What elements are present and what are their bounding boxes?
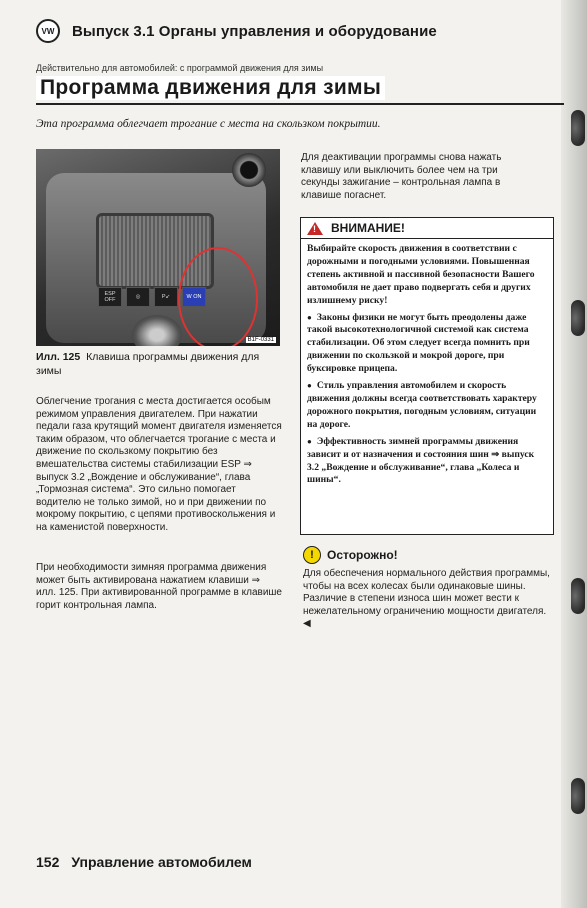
figure-code: B1F-0331 <box>247 337 274 343</box>
parking-sensor-button: ◎ <box>126 287 150 307</box>
figure-photo <box>36 149 280 346</box>
binder-hole <box>571 300 585 336</box>
park-assist-button: P↙ <box>154 287 178 307</box>
warning-body <box>301 239 553 495</box>
binder-hole <box>571 110 585 146</box>
binder-hole <box>571 578 585 614</box>
right-paragraph-1: Для деактивации программы снова нажать клавишу или выключить более чем на три секунды зажигание – контрольная лампа в клавише погаснет. <box>301 152 502 201</box>
caption-number: Илл. 125 <box>36 351 81 363</box>
warning-title: ВНИМАНИЕ! <box>331 221 405 235</box>
esp-off-button: ESP OFF <box>98 287 122 307</box>
caution-title: Осторожно! <box>327 548 398 562</box>
footer-section: Управление автомобилем <box>71 854 252 870</box>
binding-spine <box>561 0 587 908</box>
binder-hole <box>571 778 585 814</box>
red-circle-annotation <box>178 247 258 346</box>
scope-note: Действительно для автомобилей: с программой движения для зимы <box>36 63 324 73</box>
page-number: 152 <box>36 854 60 870</box>
caption-text: Клавиша программы движения для зимы <box>36 351 260 377</box>
vw-logo-icon: VW <box>36 19 60 43</box>
winter-program-button: W ON <box>182 287 206 307</box>
figure-caption <box>36 350 280 378</box>
title-rule <box>36 103 564 105</box>
chapter-title: Выпуск 3.1 Органы управления и оборудование <box>72 22 437 40</box>
section-title: Программа движения для зимы <box>36 76 385 100</box>
caution-header <box>303 546 398 564</box>
warning-bullet: ● Законы физики не могут быть преодолены даже такой высокотехнологичной системой как система стабилизации. Об этом следует всегда помнить при движении по скользкой и мокрой дороге, при буксировке прицепа. <box>307 312 547 377</box>
page-footer <box>36 854 252 870</box>
section-subtitle: Эта программа облегчает трогание с места на скользком покрытии. <box>36 118 381 130</box>
warning-bullet: ● Эффективность зимней программы движения зависит и от назначения и состояния шин ⇒ выпуск 3.2 „Вождение и обслуживание“, глава „Колеса и шины“. <box>307 436 547 488</box>
warning-intro: Выбирайте скорость движения в соответствии с дорожными и погодными условиями. Повышенная степень активной и пассивной безопасности Вашего автомобиля не дает право подвергать себя и других излишнему риску! <box>307 243 535 306</box>
warning-box <box>300 217 554 535</box>
caution-exclamation-icon: ! <box>303 546 321 564</box>
warning-triangle-icon: ! <box>307 222 323 235</box>
left-paragraph-1: Облегчение трогания с места достигается особым режимом управления двигателем. При нажатии педали газа крутящий момент двигателя изменяется таким образом, что облегчается трогание с места и движение по скользкому покрытию без вмешательства системы стабилизации ESP ⇒ выпуск 3.2 „Вождение и обслуживание“, глава „Тормозная система“. Это сильно помогает водителю не только зимой, но и при движении по мокрому покрытию, с цепями противоскольжения и на каменистой поверхности. <box>36 396 282 533</box>
left-paragraph-2: При необходимости зимняя программа движения может быть активирована нажатием клавиши ⇒ илл. 125. При активированной программе в клавише горит контрольная лампа. <box>36 562 282 611</box>
rotary-knob <box>232 153 266 187</box>
warning-header <box>301 218 553 239</box>
caution-text: Для обеспечения нормального действия программы, чтобы на всех колесах были одинаковые шины. Различие в степени износа шин может вести к нежелательному ограничению мощности двигателя. ◀ <box>303 568 550 630</box>
warning-bullet: ● Стиль управления автомобилем и скорость движения должны всегда соответствовать характеру дорожного покрытия, погодным условиям, ситуации на дороге. <box>307 380 547 432</box>
page-header <box>36 18 437 44</box>
